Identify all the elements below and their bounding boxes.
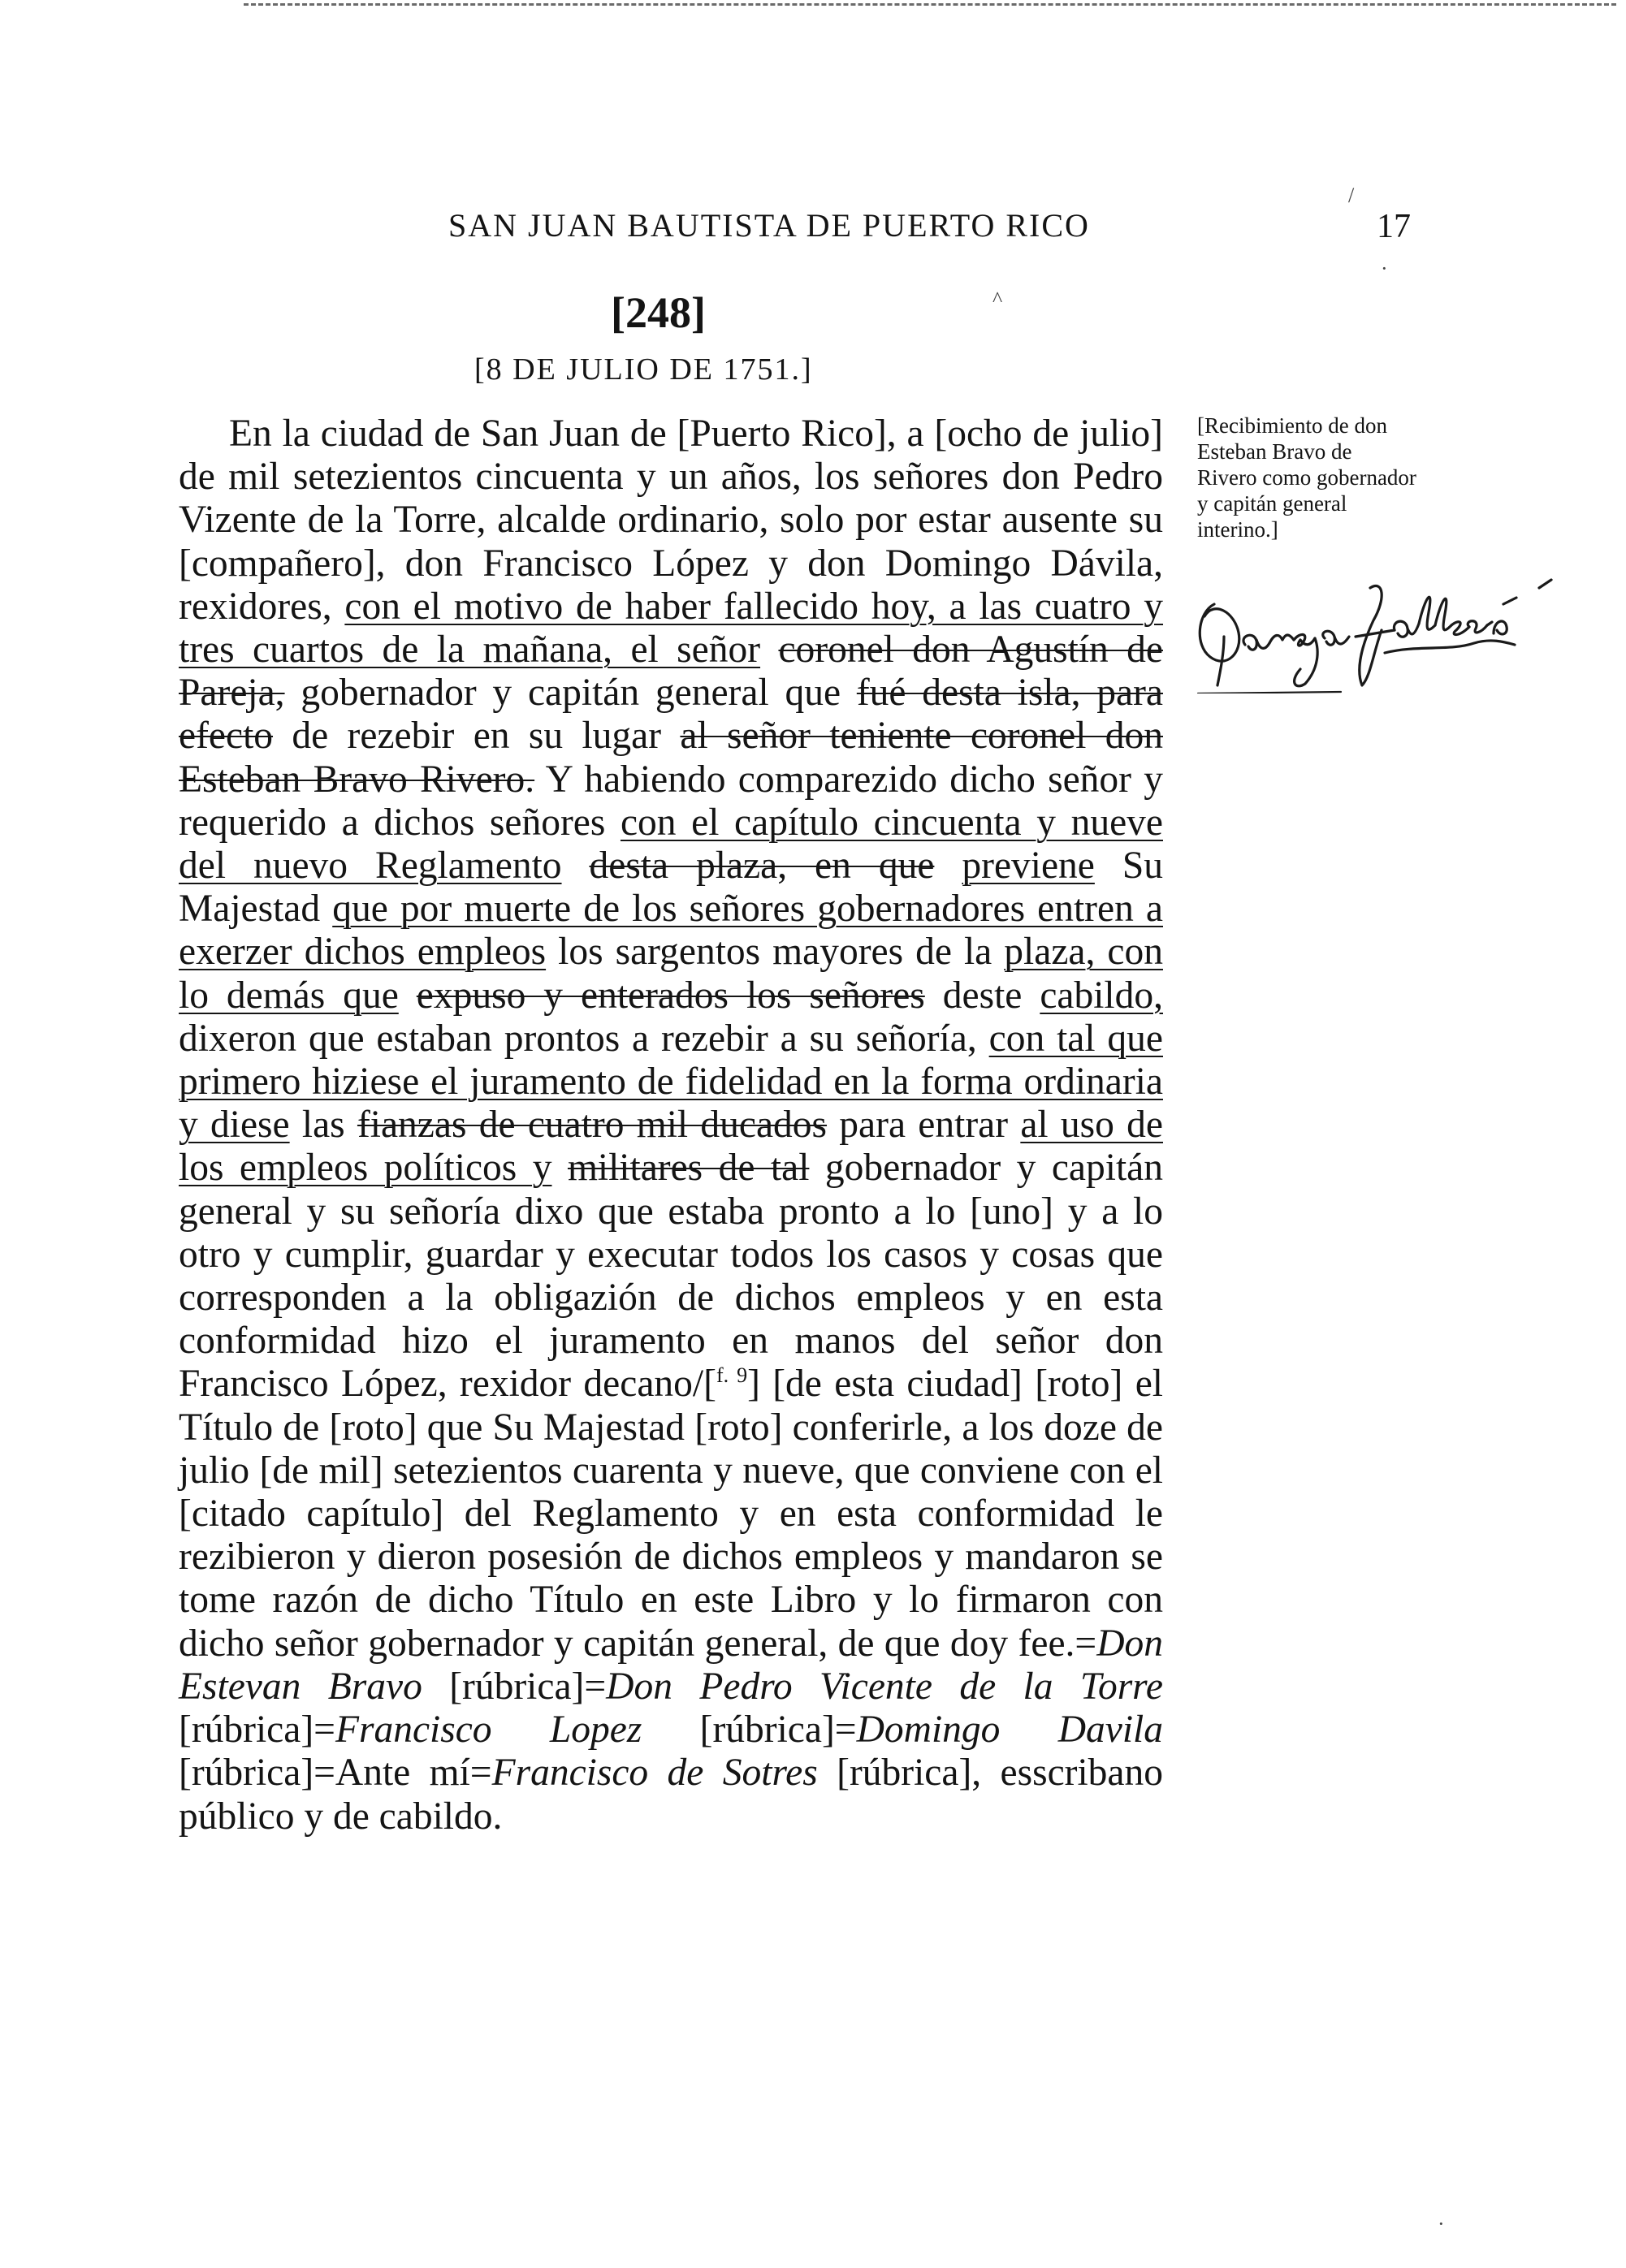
folio-marker: f. 9	[716, 1363, 748, 1388]
struck-through-text: fianzas de cuatro mil ducados	[357, 1104, 828, 1147]
body-text-run: deste	[924, 974, 1040, 1017]
body-text-run: [rúbrica]=Ante mí=	[179, 1752, 492, 1795]
body-text-run: En la ciudad de San Juan de [Puerto Rico], a [ocho de julio] de mil setezientos cincuenta y un años, los señores don Pedro Vizente de la Torre, alcalde ordinario, solo por estar ausente su [compañero], don Francisco López y don Domingo Dávila, rexidores,	[179, 413, 1163, 628]
body-text-run	[934, 845, 962, 887]
body-text-run: Su Majestad	[179, 845, 1164, 931]
struck-through-text: desta plaza, en que	[589, 845, 935, 888]
signatory-name: Domingo Davila	[856, 1709, 1163, 1752]
underlined-text: cabildo,	[1040, 974, 1163, 1017]
body-text-run: dixeron que estaban prontos a rezebir a su señoría,	[179, 1017, 989, 1060]
body-text-run: [rúbrica], esscribano público y de cabildo.	[179, 1752, 1164, 1838]
underlined-text: con tal que primero hiziese el juramento de fidelidad en la forma ordinaria y diese	[179, 1017, 1163, 1147]
underlined-text: con el motivo de haber fallecido hoy, a las cuatro y tres cuartos de la mañana, el señor	[179, 585, 1164, 672]
body-text-run: los sargentos mayores de la	[546, 931, 1005, 974]
body-text-run: [rúbrica]=	[642, 1709, 857, 1752]
document-body	[179, 413, 1163, 1838]
underlined-text: con el capítulo cincuenta y nueve del nuevo Reglamento	[179, 801, 1163, 888]
body-text-run: de rezebir en su lugar	[273, 715, 681, 758]
body-text-run	[562, 845, 590, 887]
struck-through-text: coronel don Agustín de Pareja,	[179, 629, 1163, 715]
underlined-text: plaza, con lo demás que	[179, 931, 1163, 1017]
caret-mark: ^	[992, 287, 1003, 311]
dot-mark: ·	[1438, 2212, 1445, 2236]
tick-mark: /	[1348, 184, 1355, 207]
signatory-name: Francisco Lopez	[335, 1709, 642, 1752]
struck-through-text: militares de tal	[567, 1147, 810, 1190]
body-text-run: [rúbrica]=	[179, 1709, 335, 1752]
underlined-text: al uso de los empleos políticos y	[179, 1104, 1163, 1190]
signatory-name: Don Pedro Vicente de la Torre	[606, 1665, 1163, 1708]
body-text-run: para entrar	[827, 1104, 1021, 1147]
underlined-text: que por muerte de los señores gobernadores entren a exerzer dichos empleos	[179, 888, 1163, 974]
body-text-run	[551, 1147, 567, 1189]
document-date: [8 DE JULIO DE 1751.]	[474, 352, 813, 387]
body-text-run: gobernador y capitán general que	[284, 672, 857, 715]
underlined-text: previene	[962, 845, 1095, 888]
margin-note: [Recibimiento de don Esteban Bravo de Rivero como gobernador y capitán general interino.]	[1197, 413, 1416, 542]
page-number: 17	[1377, 208, 1411, 245]
signatory-name: Francisco de Sotres	[491, 1752, 818, 1795]
body-text-run: ] [de esta ciudad] [roto] el Título de [roto] que Su Majestad [roto] conferirle, a los doze de julio [de mil] setezientos cuarenta y nueve, que conviene con el [citado capítulo] del Reglamento y en esta conformidad le rezibieron y dieron posesión de dichos empleos y mandaron se tome razón de dicho Título en este Libro y lo firmaron con dicho señor gobernador y capitán general, de que doy fee.=	[179, 1363, 1163, 1665]
body-text-run: Y habiendo comparezido dicho señor y requerido a dichos señores	[179, 758, 1163, 844]
top-scan-rule	[244, 3, 1616, 6]
body-text-run	[399, 974, 417, 1017]
struck-through-text: al señor teniente coronel don Esteban Bravo Rivero.	[179, 715, 1163, 801]
handwritten-annotation-signature	[1182, 555, 1563, 693]
body-text-run: gobernador y capitán general y su señoría dixo que estaba pronto a lo [uno] y a lo otro y cumplir, guardar y executar todos los casos y cosas que corresponden a la obligazión de dichos empleos y en esta conformidad hizo el juramento en manos del señor don Francisco López, rexidor decano/[	[179, 1147, 1163, 1406]
signatory-name: Don Estevan Bravo	[179, 1622, 1163, 1708]
running-head: SAN JUAN BAUTISTA DE PUERTO RICO	[448, 207, 1090, 244]
body-text-run	[760, 629, 778, 671]
body-text-run: [rúbrica]=	[422, 1665, 607, 1708]
document-number: [248]	[611, 288, 706, 337]
struck-through-text: fué desta isla, para efecto	[179, 672, 1163, 758]
struck-through-text: expuso y enterados los señores	[416, 974, 925, 1017]
dot-mark: ·	[1381, 257, 1388, 280]
body-text-run: las	[289, 1104, 357, 1147]
